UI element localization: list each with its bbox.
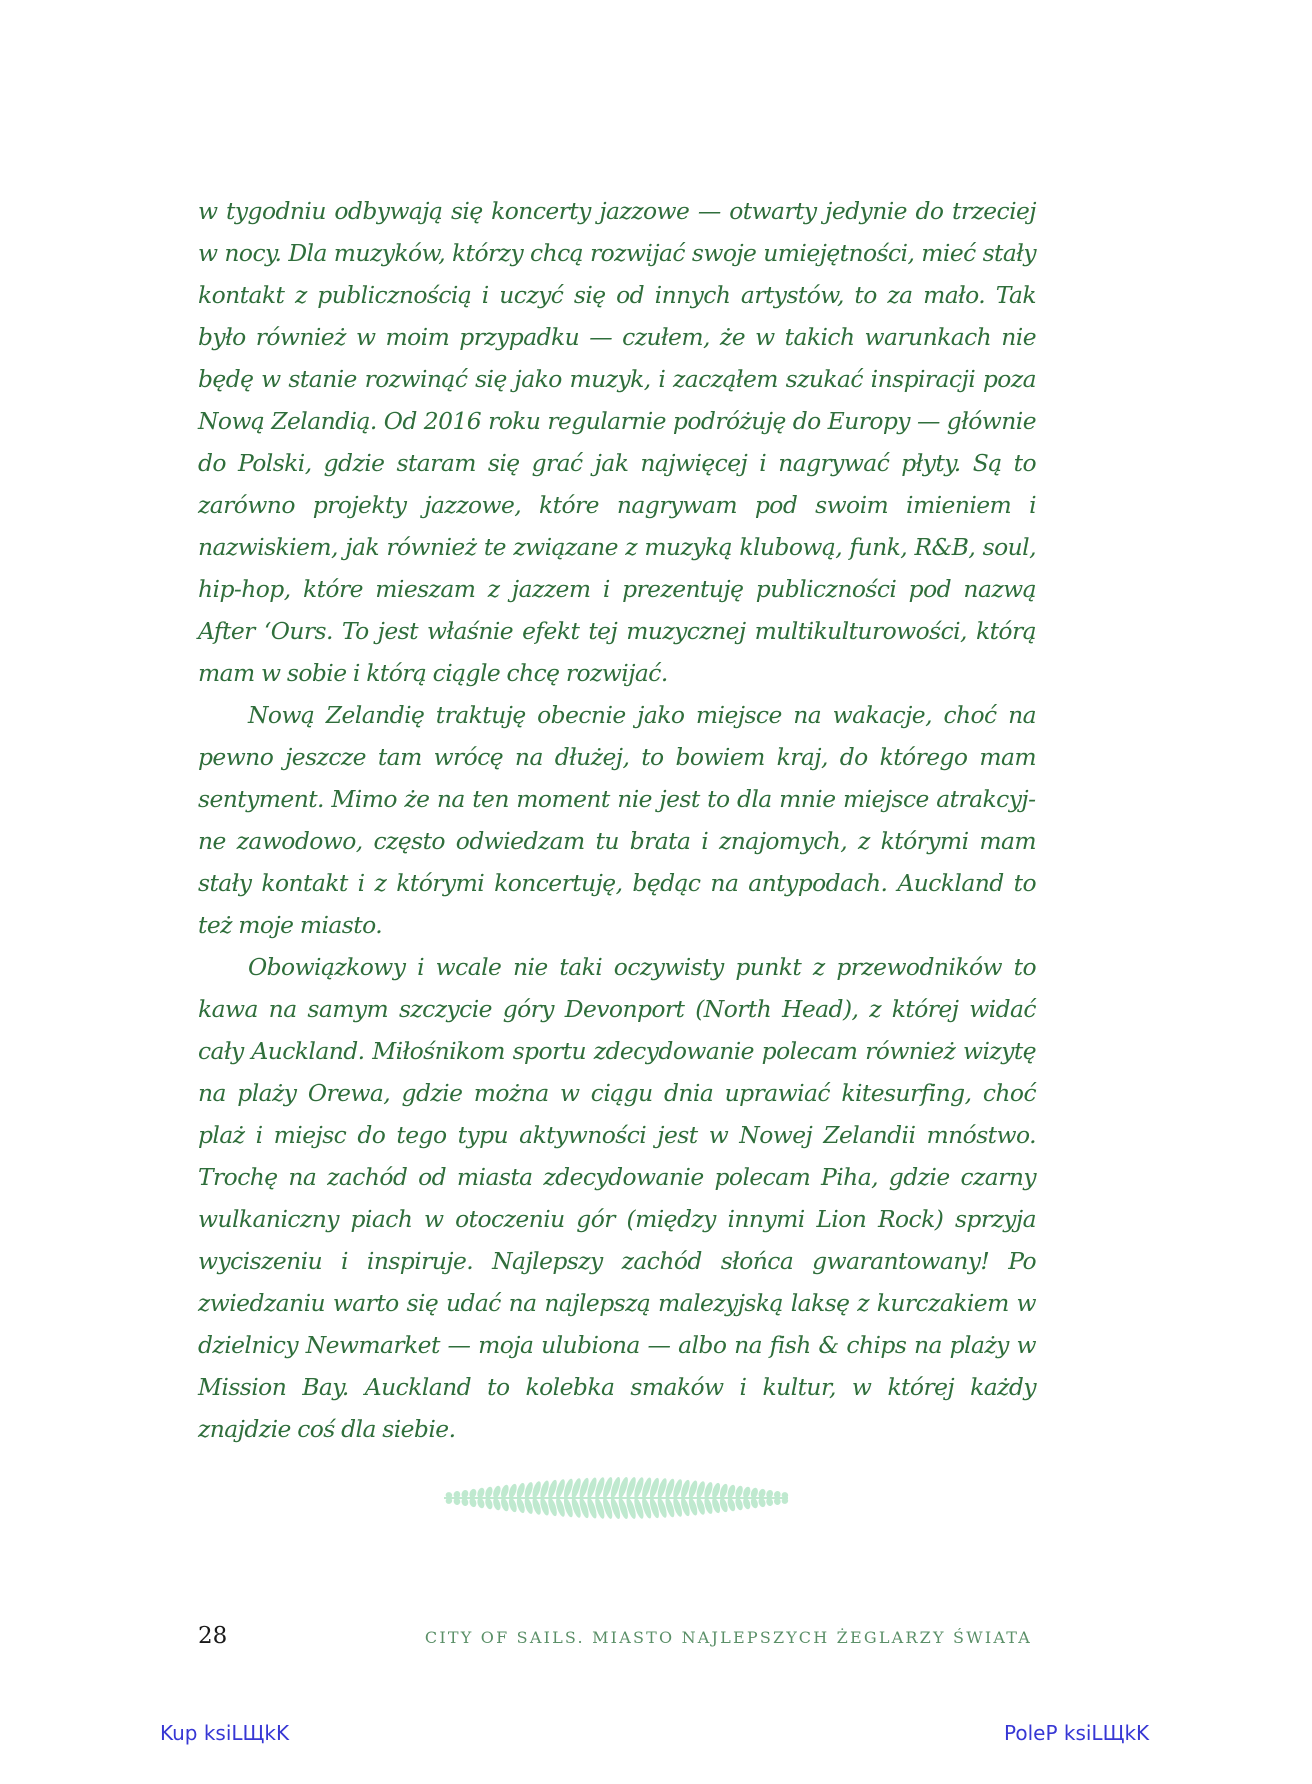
paragraph-3: Obowiązkowy i wcale nie taki oczywisty punkt z przewodników to kawa na samym szczycie góry Devonport (North Head), z której widać cały Auckland. Miłośnikom sportu zdecydowanie polecam również wizytę na plaży Orewa, gdzie można w ciągu dnia uprawiać kitesurfing, choć plaż i miejsc do tego typu aktywności jest w Nowej Zelandii mnóstwo. Trochę na zachód od miasta zdecydowanie polecam Piha, gdzie czarny wulkaniczny piach w otoczeniu gór (między innymi Lion Rock) sprzyja wyciszeniu i inspiruje. Najlepszy zachód słońca gwarantowany! Po zwiedzaniu warto się udać na najlepszą malezyjską laksę z kurczakiem w dzielnicy Newmarket — moja ulubiona — albo na fish & chips na plaży w Mission Bay. Auckland to kolebka smaków i kultur, w której każdy znajdzie coś dla siebie. [198, 953, 1036, 1443]
buy-book-link[interactable]: Kup ksiLЩkK [160, 1721, 290, 1745]
running-head: CITY OF SAILS. MIASTO NAJLEPSZYCH ŻEGLARZY ŚWIATA [424, 1628, 1032, 1647]
page-number: 28 [198, 1623, 228, 1649]
rate-book-link[interactable]: PoleP ksiLЩkK [1004, 1721, 1150, 1745]
paragraph-2: Nową Zelandię traktuję obecnie jako miejsce na wakacje, choć na pewno jeszcze tam wrócę na dłużej, to bowiem kraj, do którego mam sentyment. Mimo że na ten moment nie jest to dla mnie miejsce atrakcyjne zawodowo, często odwiedzam tu brata i znajomych, z którymi mam stały kontakt i z którymi koncertuję, będąc na antypodach. Auckland to też moje miasto. [198, 701, 1036, 939]
body-text [198, 190, 1036, 1450]
fern-leaf-ornament-icon [440, 1474, 792, 1522]
paragraph-1: w tygodniu odbywają się koncerty jazzowe — otwarty jedynie do trzeciej w nocy. Dla muzyków, którzy chcą rozwijać swoje umiejętności, mieć stały kontakt z publicznością i uczyć się od innych artystów, to za mało. Tak było również w moim przypadku — czułem, że w takich warunkach nie będę w stanie rozwinąć się jako muzyk, i zacząłem szukać inspiracji poza Nową Zelandią. Od 2016 roku regularnie podróżuję do Europy — głównie do Polski, gdzie staram się grać jak najwięcej i nagrywać płyty. Są to zarówno projekty jazzowe, które nagrywam pod swoim imieniem i nazwiskiem, jak również te związane z muzyką klubową, funk, R&B, soul, hip-hop, które mieszam z jazzem i prezentuję publiczności pod nazwą After ‘Ours. To jest właśnie efekt tej muzycznej multikulturowości, którą mam w sobie i którą ciągle chcę rozwijać. [198, 197, 1036, 687]
